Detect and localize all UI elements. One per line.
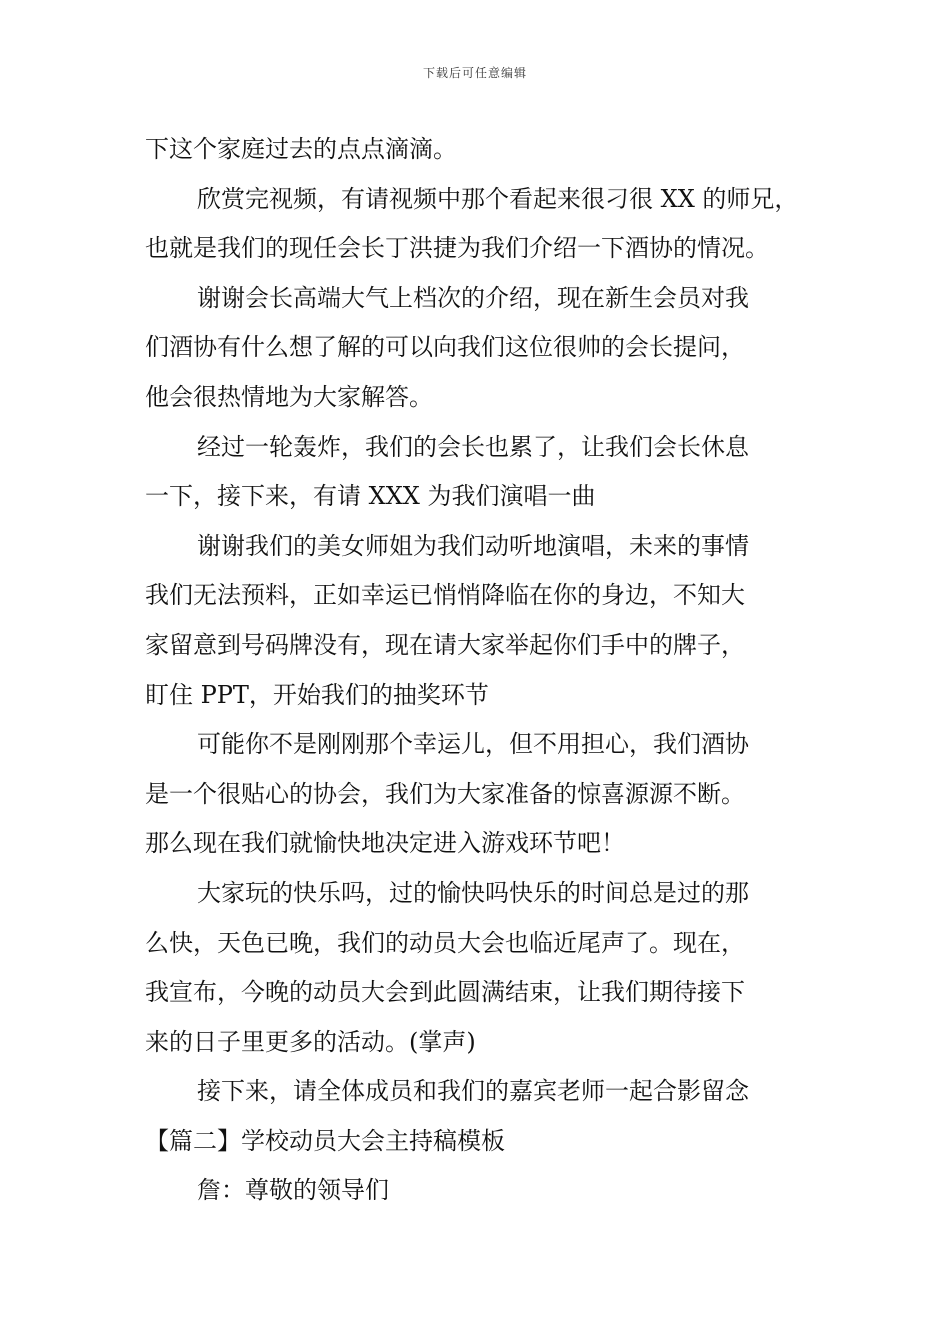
text-line: 家留意到号码牌没有，现在请大家举起你们手中的牌子， [145,630,745,659]
text-line: 【篇二】学校动员大会主持稿模板 [145,1126,505,1155]
text-line: 我宣布，今晚的动员大会到此圆满结束，让我们期待接下 [145,978,745,1007]
text-line: 下这个家庭过去的点点滴滴。 [145,135,457,163]
text-line: 可能你不是刚刚那个幸运儿，但不用担心，我们酒协 [197,730,749,759]
text-line: 大家玩的快乐吗，过的愉快吗快乐的时间总是过的那 [197,878,749,907]
text-line: 盯住 PPT，开始我们的抽奖环节 [145,680,489,709]
text-line: 来的日子里更多的活动。(掌声) [145,1027,476,1056]
text-line: 经过一轮轰炸，我们的会长也累了，让我们会长休息 [197,432,749,461]
page-header: 下载后可任意编辑 [422,66,527,80]
text-line: 欣赏完视频，有请视频中那个看起来很刁很 XX 的师兄， [197,184,799,213]
text-line: 是一个很贴心的协会，我们为大家准备的惊喜源源不断。 [145,779,745,808]
text-line: 么快，天色已晚，我们的动员大会也临近尾声了。现在， [145,928,745,957]
text-line: 一下，接下来，有请 XXX 为我们演唱一曲 [145,482,596,511]
text-line: 那么现在我们就愉快地决定进入游戏环节吧！ [145,829,625,858]
text-line: 接下来，请全体成员和我们的嘉宾老师一起合影留念 [197,1077,749,1106]
text-line: 谢谢会长高端大气上档次的介绍，现在新生会员对我 [197,283,749,312]
text-line: 也就是我们的现任会长丁洪捷为我们介绍一下酒协的情况。 [145,234,769,263]
text-line: 我们无法预料，正如幸运已悄悄降临在你的身边，不知大 [145,581,745,610]
text-line: 谢谢我们的美女师姐为我们动听地演唱，未来的事情 [197,531,749,560]
text-line: 詹：尊敬的领导们 [197,1176,389,1205]
text-line: 他会很热情地为大家解答。 [145,382,433,411]
text-line: 们酒协有什么想了解的可以向我们这位很帅的会长提问， [145,333,745,362]
document-body [145,125,810,1216]
